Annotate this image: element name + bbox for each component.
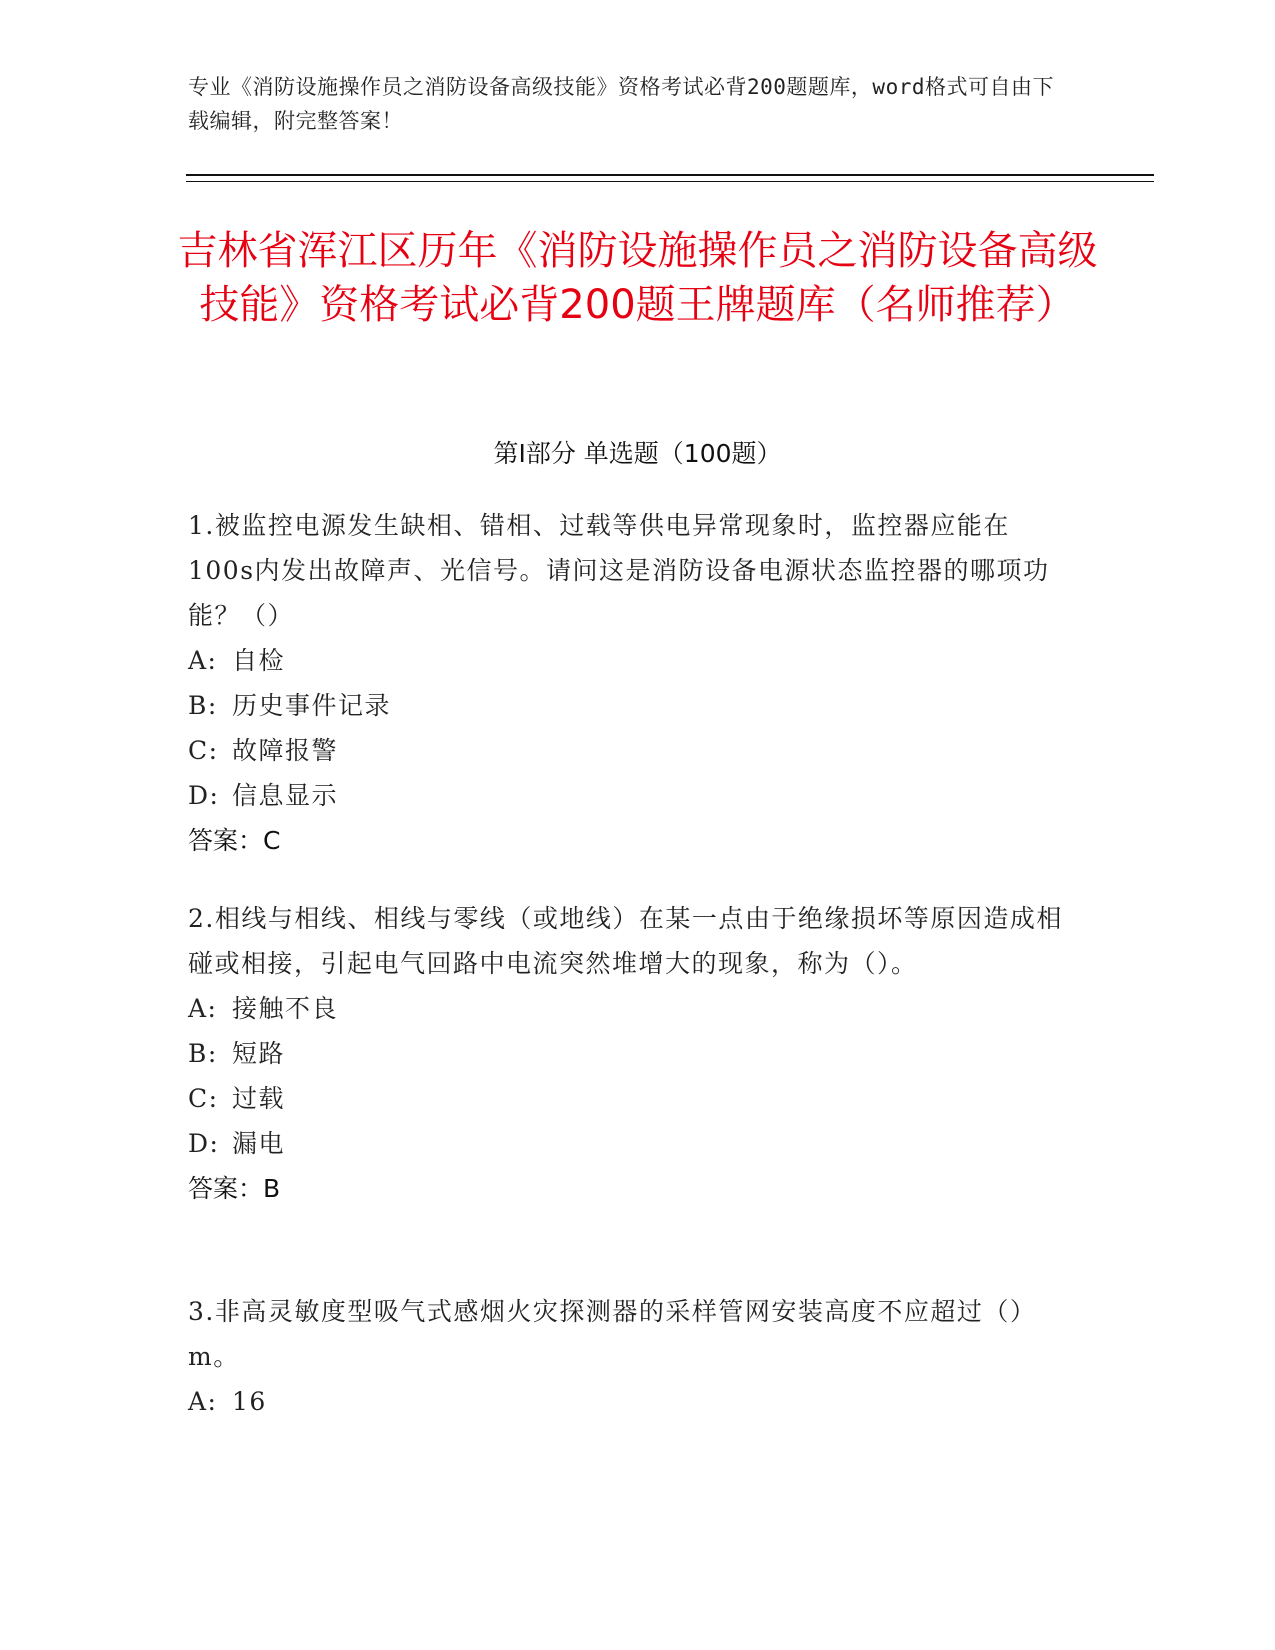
option-b: [188, 683, 1068, 728]
section-title: 第Ⅰ部分 单选题（100题）: [493, 439, 782, 468]
question-1: [188, 503, 1068, 863]
option-letter: D:: [188, 781, 220, 810]
header-divider-thick: [186, 174, 1154, 176]
option-letter: A:: [188, 1387, 218, 1416]
option-a: [188, 986, 1068, 1031]
option-b: [188, 1031, 1068, 1076]
option-letter: B:: [188, 1039, 218, 1068]
option-letter: A:: [188, 994, 218, 1023]
option-text: 历史事件记录: [232, 691, 392, 720]
option-d: [188, 1121, 1068, 1166]
option-c: [188, 728, 1068, 773]
option-a: [188, 638, 1068, 683]
option-letter: C:: [188, 1084, 219, 1113]
option-text: 16: [232, 1387, 267, 1416]
option-text: 过载: [232, 1084, 286, 1113]
question-text: 3.非高灵敏度型吸气式感烟火灾探测器的采样管网安装高度不应超过（）m。: [188, 1297, 1037, 1371]
question-text: 1.被监控电源发生缺相、错相、过载等供电异常现象时，监控器应能在100s内发出故障声、光信号。请问这是消防设备电源状态监控器的哪项功能？（）: [188, 511, 1050, 630]
option-text: 短路: [232, 1039, 286, 1068]
option-letter: D:: [188, 1129, 220, 1158]
option-letter: C:: [188, 736, 219, 765]
option-c: [188, 1076, 1068, 1121]
option-letter: A:: [188, 646, 218, 675]
option-letter: B:: [188, 691, 218, 720]
header-divider-thin: [186, 181, 1154, 182]
question-2: [188, 896, 1068, 1211]
header-note: 专业《消防设施操作员之消防设备高级技能》资格考试必背200题题库，word格式可自由下载编辑，附完整答案！: [188, 75, 1054, 133]
option-text: 漏电: [232, 1129, 286, 1158]
question-text: 2.相线与相线、相线与零线（或地线）在某一点由于绝缘损坏等原因造成相碰或相接，引起电气回路中电流突然堆增大的现象，称为（）。: [188, 904, 1063, 978]
option-a: [188, 1379, 1068, 1424]
answer-label: 答案：C: [188, 826, 281, 855]
option-text: 故障报警: [232, 736, 339, 765]
question-3: [188, 1289, 1068, 1424]
option-d: [188, 773, 1068, 818]
document-title: 吉林省浑江区历年《消防设施操作员之消防设备高级技能》资格考试必背200题王牌题库（名师推荐）: [177, 228, 1098, 328]
option-text: 接触不良: [232, 994, 339, 1023]
option-text: 信息显示: [232, 781, 339, 810]
option-text: 自检: [232, 646, 286, 675]
answer-label: 答案：B: [188, 1174, 281, 1203]
